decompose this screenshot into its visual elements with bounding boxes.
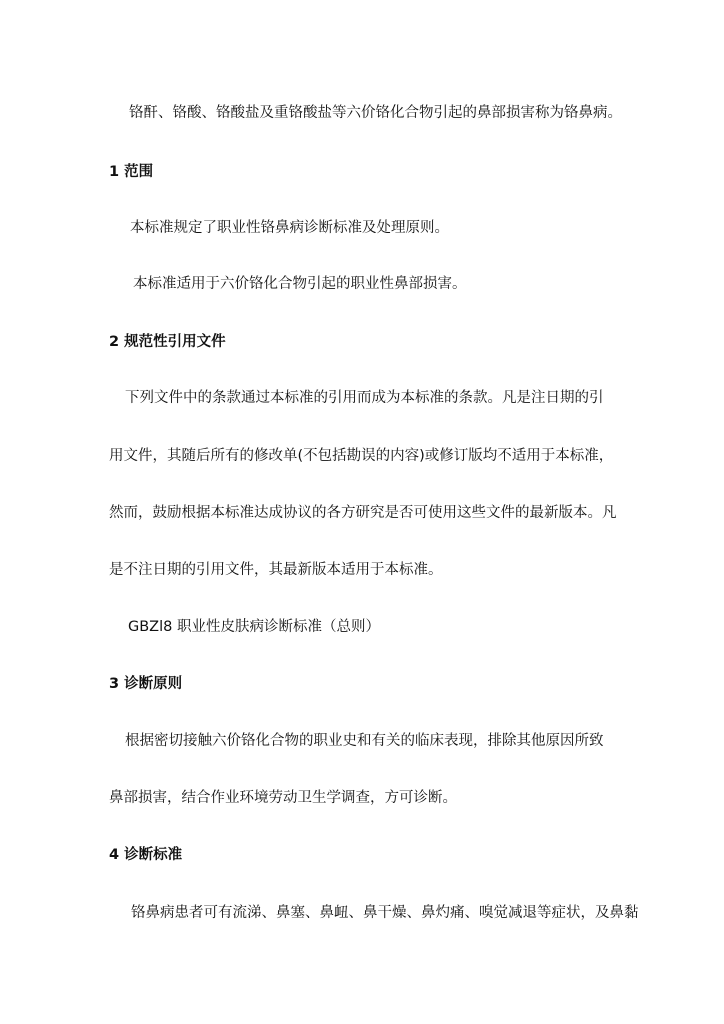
- section-2-line-3: 然而，鼓励根据本标准达成协议的各方研究是否可使用这些文件的最新版本。凡: [109, 505, 617, 521]
- section-3-line-1: 根据密切接触六价铬化合物的职业史和有关的临床表现，排除其他原因所致: [125, 733, 604, 749]
- section-4-line-1: 铬鼻病患者可有流涕、鼻塞、鼻衄、鼻干燥、鼻灼痛、嗅觉减退等症状，及鼻黏: [131, 905, 639, 921]
- intro-paragraph: 铬酐、铬酸、铬酸盐及重铬酸盐等六价铬化合物引起的鼻部损害称为铬鼻病。: [129, 105, 622, 121]
- section-3-heading: 3 诊断原则: [109, 676, 183, 692]
- section-4-heading: 4 诊断标准: [109, 847, 183, 863]
- section-3-line-2: 鼻部损害，结合作业环境劳动卫生学调查，方可诊断。: [109, 790, 457, 806]
- section-1-paragraph-1: 本标准规定了职业性铬鼻病诊断标准及处理原则。: [130, 220, 449, 236]
- section-1-paragraph-2: 本标准适用于六价铬化合物引起的职业性鼻部损害。: [133, 276, 467, 292]
- section-2-reference: GBZl8 职业性皮肤病诊断标准（总则）: [128, 619, 380, 635]
- section-2-line-1: 下列文件中的条款通过本标准的引用而成为本标准的条款。凡是注日期的引: [125, 390, 604, 406]
- section-1-heading: 1 范围: [109, 164, 154, 180]
- section-2-heading: 2 规范性引用文件: [109, 334, 226, 350]
- section-2-line-2: 用文件，其随后所有的修改单(不包括勘误的内容)或修订版均不适用于本标准，: [109, 448, 614, 464]
- section-2-line-4: 是不注日期的引用文件，其最新版本适用于本标准。: [109, 562, 443, 578]
